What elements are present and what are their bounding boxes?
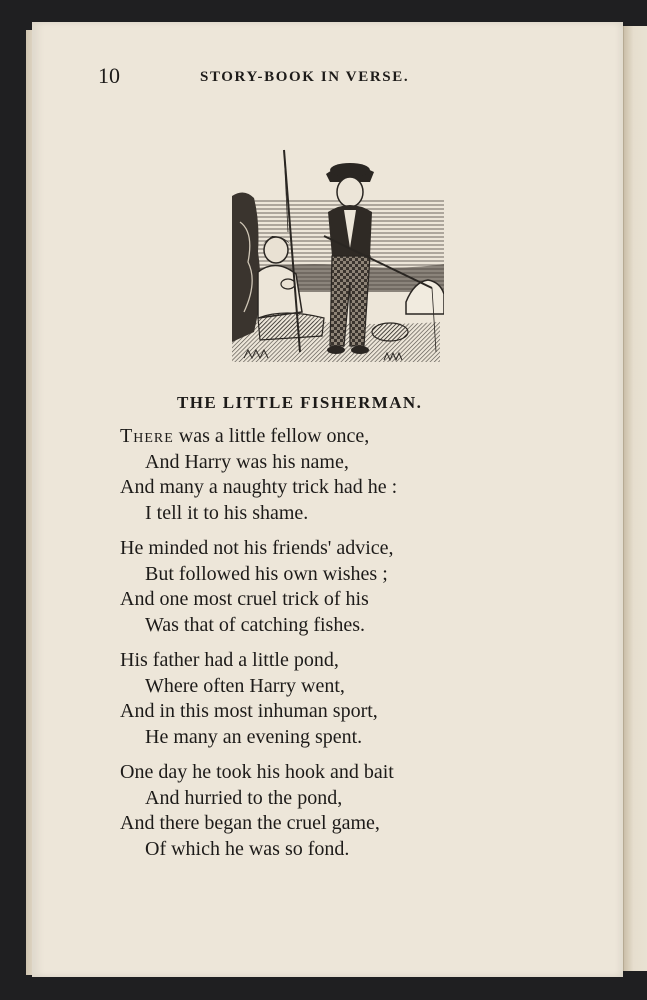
stanza-4 [120,760,590,862]
poem-line: Where often Harry went, [145,674,345,697]
poem-line: I tell it to his shame. [145,501,309,524]
poem-line: Of which he was so fond. [145,837,350,860]
poem-line: Was that of catching fishes. [145,613,365,636]
poem-line: He many an evening spent. [145,725,363,748]
boys-fishing-woodcut-icon [214,132,444,362]
book-page [32,22,623,977]
poem-line: And Harry was his name, [145,450,349,473]
poem-line: His father had a little pond, [120,649,339,671]
poem-line: And there began the cruel game, [120,812,380,834]
poem-title: THE LITTLE FISHERMAN. [177,393,423,412]
poem-line: And in this most inhuman sport, [120,700,378,722]
page-number: 10 [98,63,120,88]
poem-line: One day he took his hook and bait [120,761,394,783]
poem-line-text: was a little fellow once, [173,425,370,447]
poem-line: He minded not his friends' advice, [120,537,394,559]
stanza-2 [120,536,590,638]
poem-line: And many a naughty trick had he : [120,476,398,498]
running-head: STORY-BOOK IN VERSE. [200,69,410,85]
poem-first-word: There [120,425,174,447]
poem-line [120,424,590,450]
poem-line: But followed his own wishes ; [145,562,388,585]
poem-line: And one most cruel trick of his [120,588,369,610]
page-header [32,22,623,102]
stanza-3 [120,648,590,750]
stanza-1 [120,424,590,526]
poem-line: And hurried to the pond, [145,786,343,809]
facing-page-edge [623,26,647,971]
